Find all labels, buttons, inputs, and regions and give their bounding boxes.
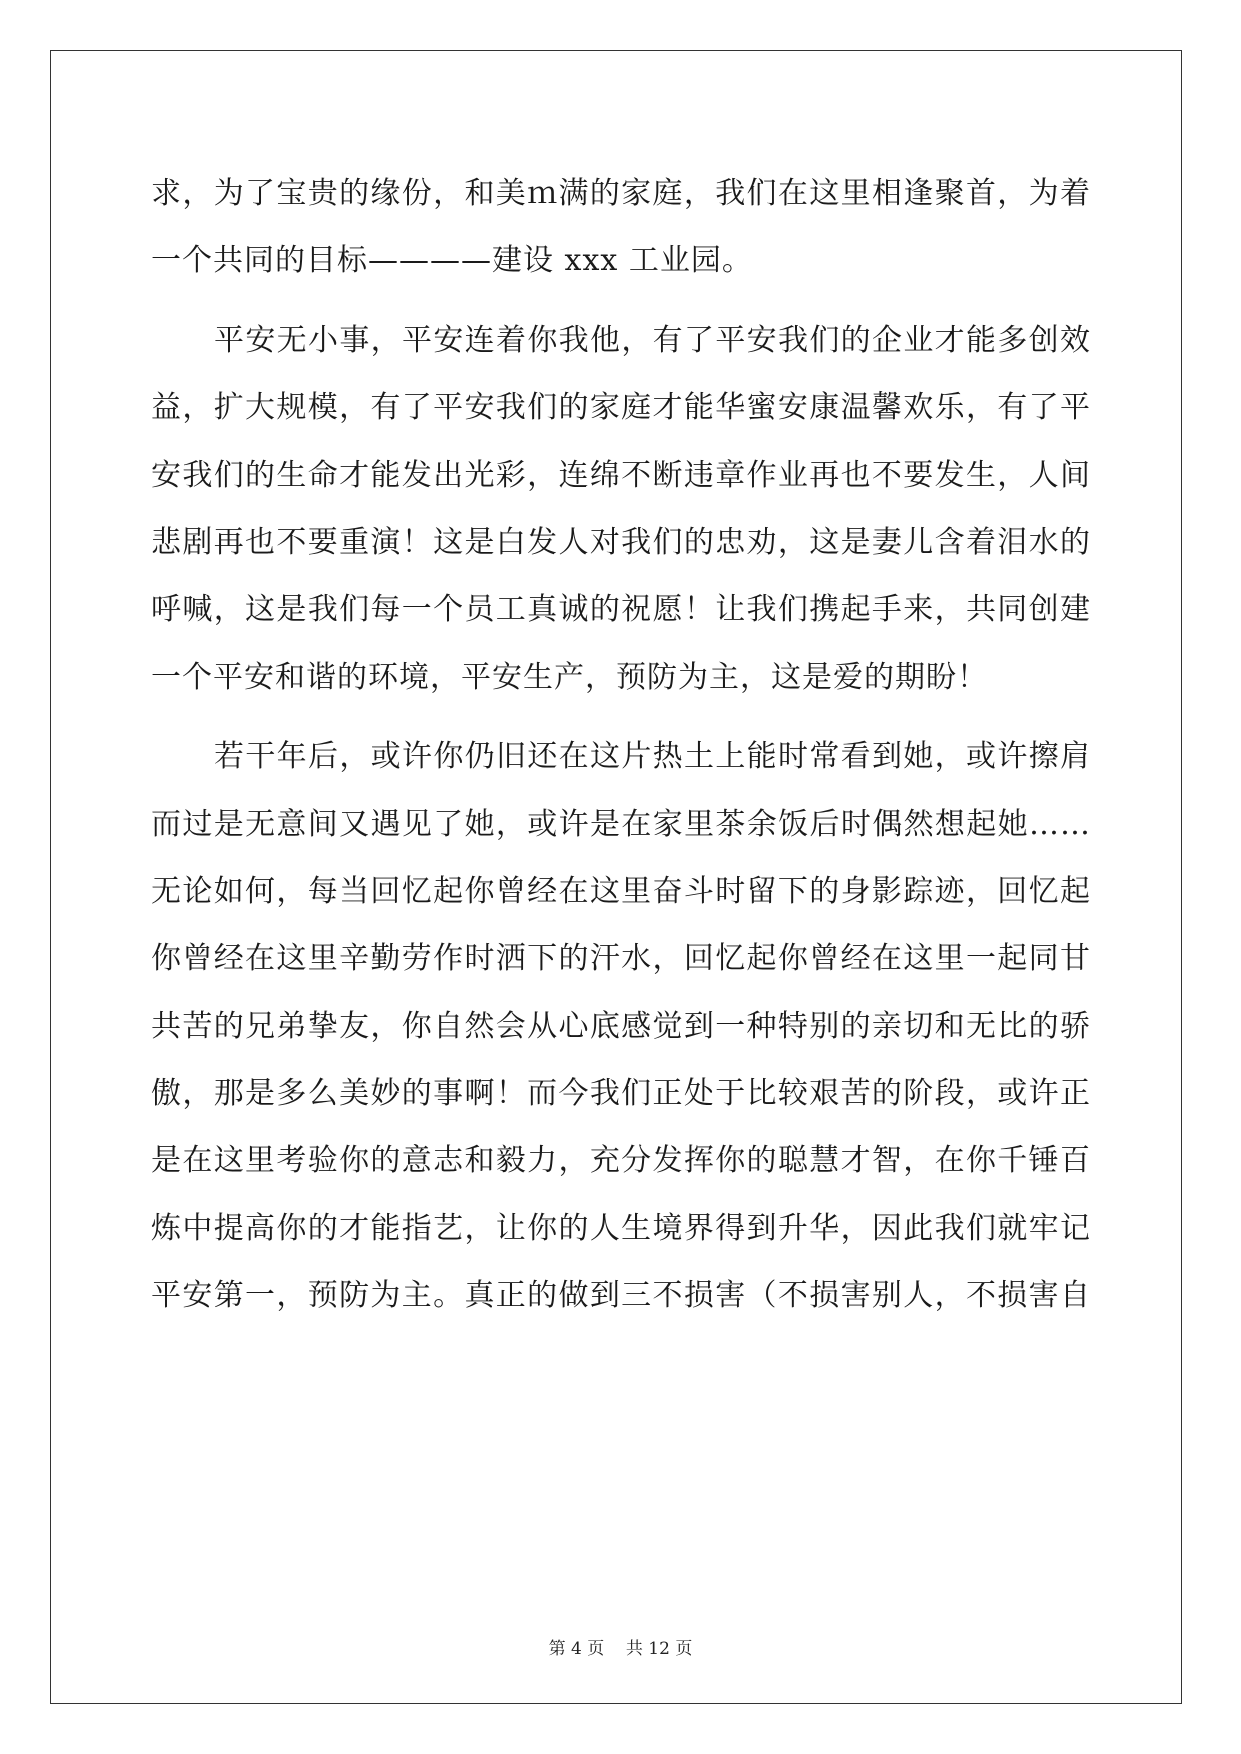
text-line: 一个共同的目标————建设 xxx 工业园。	[151, 243, 753, 279]
paragraph-gap	[151, 711, 1091, 723]
text-line: 悲剧再也不要重演！这是白发人对我们的忠劝，这是妻儿含着泪水的	[151, 524, 1091, 560]
text-line: 无论如何，每当回忆起你曾经在这里奋斗时留下的身影踪迹，回忆起	[151, 873, 1091, 909]
text-line: 求，为了宝贵的缘份，和美ｍ满的家庭，我们在这里相逢聚首，为着	[151, 176, 1091, 211]
text-line: 而过是无意间又遇见了她，或许是在家里茶余饭后时偶然想起她……	[151, 806, 1091, 842]
text-line: 是在这里考验你的意志和毅力，充分发挥你的聪慧才智，在你千锤百	[151, 1143, 1091, 1179]
text-line: 安我们的生命才能发出光彩，连绵不断违章作业再也不要发生，人间	[151, 457, 1091, 493]
text-line: 傲，那是多么美妙的事啊！而今我们正处于比较艰苦的阶段，或许正	[151, 1076, 1091, 1112]
text-line: 一个平安和谐的环境，平安生产，预防为主，这是爱的期盼！	[151, 659, 988, 695]
paragraph-gap	[151, 295, 1091, 307]
text-line: 呼喊，这是我们每一个员工真诚的祝愿！让我们携起手来，共同创建	[151, 592, 1091, 628]
text-line: 炼中提高你的才能指艺，让你的人生境界得到升华，因此我们就牢记	[151, 1210, 1091, 1246]
text-line: 平安无小事，平安连着你我他，有了平安我们的企业才能多创效	[214, 322, 1091, 358]
text-line: 平安第一，预防为主。真正的做到三不损害（不损害别人，不损害自	[151, 1278, 1091, 1314]
page-number: 第 4 页 共 12 页	[548, 1639, 693, 1659]
document-body	[151, 160, 1091, 1330]
text-line: 益，扩大规模，有了平安我们的家庭才能华蜜安康温馨欢乐，有了平	[151, 390, 1091, 426]
text-line: 若干年后，或许你仍旧还在这片热土上能时常看到她，或许擦肩	[214, 739, 1091, 775]
text-line: 你曾经在这里辛勤劳作时洒下的汗水，回忆起你曾经在这里一起同甘	[151, 941, 1091, 977]
text-line: 共苦的兄弟挚友，你自然会从心底感觉到一种特别的亲切和无比的骄	[151, 1008, 1091, 1044]
